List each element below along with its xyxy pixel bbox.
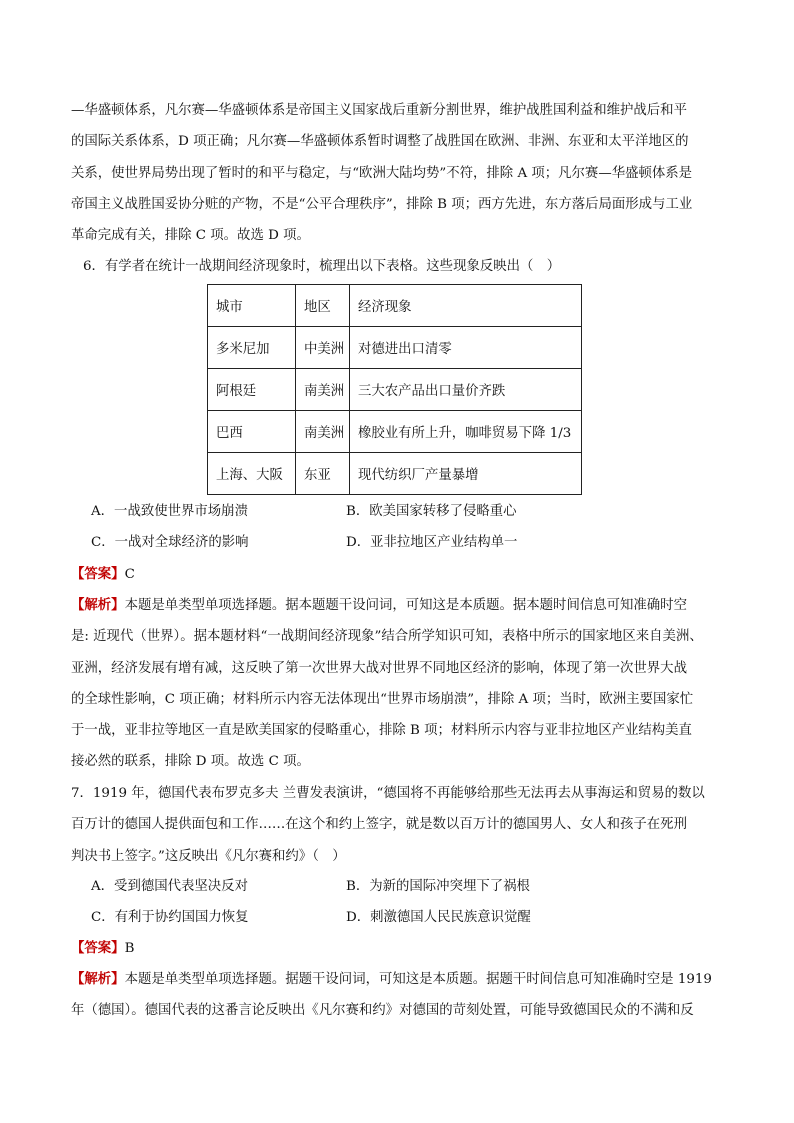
question-7-stem [71, 778, 723, 872]
text-line [71, 964, 723, 995]
answer-value: C [124, 567, 135, 582]
text-line: 接必然的联系，排除 D 项。故选 C 项。 [71, 754, 310, 770]
q7-option-c: C．有利于协约国国力恢复 [91, 910, 249, 925]
text-line: 的全球性影响，C 项正确；材料所示内容无法体现出“世界市场崩溃”，排除 A 项；当时，欧洲主要国家忙 [71, 691, 694, 707]
text-line: 百万计的德国人提供面包和工作……在这个和约上签字，就是数以百万计的德国男人、女人和孩子在死刑 [71, 817, 687, 833]
table-row [208, 327, 582, 369]
answer-tag: 【答案】 [71, 566, 125, 582]
q7-analysis [71, 964, 723, 1027]
text-line: —华盛顿体系，凡尔赛—华盛顿体系是帝国主义国家战后重新分割世界，维护战胜国利益和维护战后和平 [71, 103, 687, 118]
answer-value: B [124, 941, 135, 956]
table-cell: 巴西 [208, 411, 296, 453]
q6-answer [71, 559, 135, 590]
q6-option-c: C．一战对全球经济的影响 [91, 535, 249, 550]
table-cell: 现代纺织厂产量暴增 [350, 453, 582, 495]
text-line: 7．1919 年，德国代表布罗克多夫 兰曹发表演讲，“德国将不再能够给那些无法再去从事海运和贸易的数以 [71, 786, 705, 801]
table-cell: 多米尼加 [208, 327, 296, 369]
table-header-cell: 地区 [296, 285, 350, 327]
q7-answer [71, 933, 134, 964]
q7-option-b: B．为新的国际冲突埋下了祸根 [346, 879, 530, 894]
table-cell: 橡胶业有所上升，咖啡贸易下降 1/3 [350, 411, 582, 453]
table-header-cell: 经济现象 [350, 285, 582, 327]
table-header-cell: 城市 [208, 285, 296, 327]
analysis-tag: 【解析】 [71, 597, 125, 613]
table-cell: 中美洲 [296, 327, 350, 369]
q6-option-d: D．亚非拉地区产业结构单一 [346, 535, 518, 550]
analysis-tag: 【解析】 [71, 971, 125, 987]
table-cell: 三大农产品出口量价齐跌 [350, 369, 582, 411]
table-cell: 对德进出口清零 [350, 327, 582, 369]
table-cell: 阿根廷 [208, 369, 296, 411]
question-6-stem: 6．有学者在统计一战期间经济现象时，梳理出以下表格。这些现象反映出（ ） [83, 259, 561, 274]
text-line: 是: 近现代（世界）。据本题材料“一战期间经济现象”结合所学知识可知，表格中所示的国家地区来自美洲、 [71, 629, 703, 645]
text-line: 亚洲，经济发展有增有减，这反映了第一次世界大战对世界不同地区经济的影响，体现了第一次世界大战 [71, 660, 687, 676]
text-line: 关系，使世界局势出现了暂时的和平与稳定，与“欧洲大陆均势”不符，排除 A 项；凡尔赛—华盛顿体系是 [71, 165, 693, 181]
text-line: 年（德国）。德国代表的这番言论反映出《凡尔赛和约》对德国的苛刻处置，可能导致德国民众的不满和反 [71, 1003, 694, 1019]
economic-phenomena-table [207, 284, 582, 495]
table-cell: 南美洲 [296, 411, 350, 453]
analysis-text: 本题是单类型单项选择题。据题干设问词，可知这是本质题。据题干时间信息可知准确时空是 1919 [124, 972, 712, 987]
text-line: 于一战，亚非拉等地区一直是欧美国家的侵略重心，排除 B 项；材料所示内容与亚非拉地区产业结构美直 [71, 723, 692, 739]
q6-option-a: A．一战致使世界市场崩溃 [91, 504, 248, 519]
answer-tag: 【答案】 [71, 940, 125, 956]
table-row [208, 411, 582, 453]
analysis-text: 本题是单类型单项选择题。据本题题干设问词，可知这是本质题。据本题时间信息可知准确时空 [124, 598, 687, 613]
text-line: 帝国主义战胜国妥协分赃的产物，不是“公平合理秩序”，排除 B 项；西方先进，东方落后局面形成与工业 [71, 196, 693, 212]
table-cell: 东亚 [296, 453, 350, 495]
table-row [208, 369, 582, 411]
q6-option-b: B．欧美国家转移了侵略重心 [346, 504, 517, 519]
q6-analysis [71, 590, 723, 778]
q7-option-a: A．受到德国代表坚决反对 [91, 879, 248, 894]
table-row [208, 453, 582, 495]
previous-analysis-paragraph [71, 95, 723, 251]
q7-option-d: D．刺激德国人民民族意识觉醒 [346, 910, 531, 925]
text-line: 革命完成有关，排除 C 项。故选 D 项。 [71, 228, 310, 244]
text-line: 的国际关系体系，D 项正确；凡尔赛—华盛顿体系暂时调整了战胜国在欧洲、非洲、东亚和太平洋地区的 [71, 134, 689, 150]
table-cell: 南美洲 [296, 369, 350, 411]
text-line [71, 590, 723, 621]
table-cell: 上海、大阪 [208, 453, 296, 495]
text-line: 判决书上签字。”这反映出《凡尔赛和约》（ ） [71, 848, 346, 864]
table-header-row [208, 285, 582, 327]
